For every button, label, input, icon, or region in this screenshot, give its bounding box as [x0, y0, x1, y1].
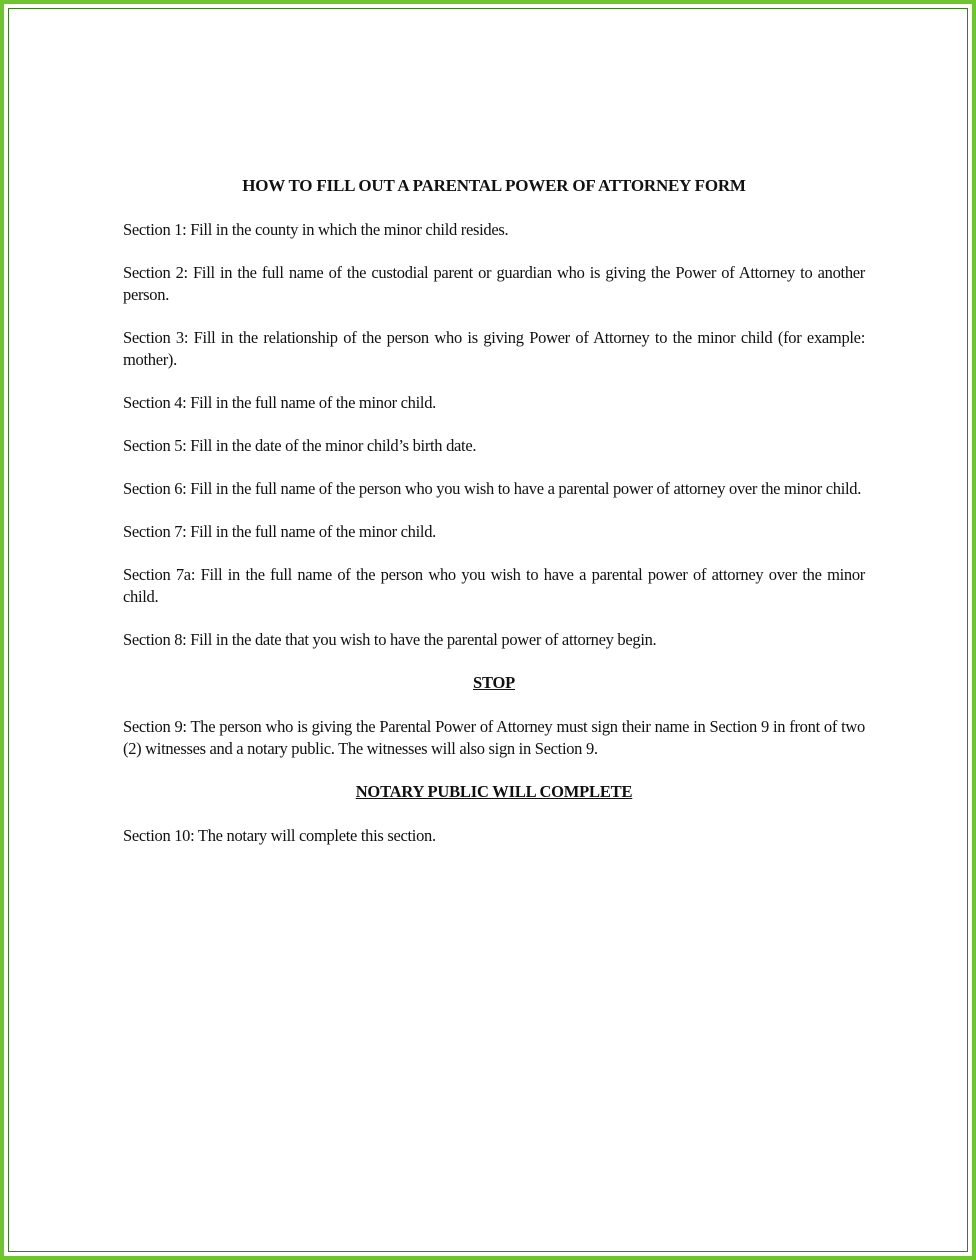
section-9: Section 9: The person who is giving the Parental Power of Attorney must sign their name in Section 9 in front of two (2) witnesses and a notary public. The witnesses will also sign in Section 9.: [123, 717, 865, 758]
section-2: Section 2: Fill in the full name of the custodial parent or guardian who is giving the Power of Attorney to another person.: [123, 263, 865, 304]
section-10: Section 10: The notary will complete this section.: [123, 826, 436, 845]
document-page: [123, 175, 865, 868]
section-4: Section 4: Fill in the full name of the minor child.: [123, 393, 436, 412]
section-3: Section 3: Fill in the relationship of the person who is giving Power of Attorney to the minor child (for example: mother).: [123, 328, 865, 369]
document-title: HOW TO FILL OUT A PARENTAL POWER OF ATTORNEY FORM: [242, 176, 746, 195]
section-5: Section 5: Fill in the date of the minor child’s birth date.: [123, 436, 477, 455]
section-7: Section 7: Fill in the full name of the minor child.: [123, 522, 436, 541]
stop-heading: STOP: [473, 673, 515, 692]
section-7a: Section 7a: Fill in the full name of the person who you wish to have a parental power of attorney over the minor child.: [123, 565, 865, 606]
section-1: Section 1: Fill in the county in which the minor child resides.: [123, 220, 509, 239]
notary-heading: NOTARY PUBLIC WILL COMPLETE: [355, 782, 633, 801]
section-8: Section 8: Fill in the date that you wish to have the parental power of attorney begin.: [123, 630, 657, 649]
section-6: Section 6: Fill in the full name of the person who you wish to have a parental power of attorney over the minor child.: [123, 479, 862, 498]
